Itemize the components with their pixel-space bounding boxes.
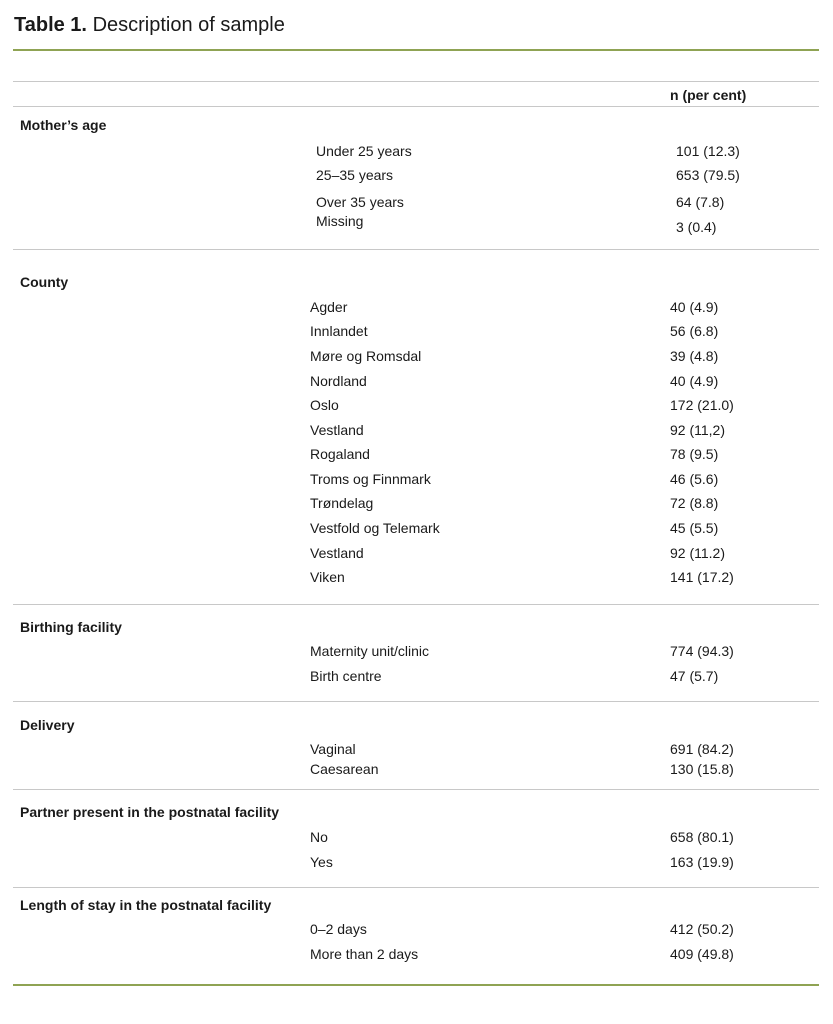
row-label: Møre og Romsdal	[310, 348, 422, 364]
row-label: Vestfold og Telemark	[310, 520, 440, 536]
section-title: Delivery	[20, 717, 75, 733]
row-label: Troms og Finnmark	[310, 471, 431, 487]
section-title: Length of stay in the postnatal facility	[20, 897, 272, 913]
row-value: 92 (11.2)	[670, 545, 725, 561]
section-title: Partner present in the postnatal facility	[20, 804, 280, 820]
section-title: Mother’s age	[20, 117, 107, 133]
row-label: Maternity unit/clinic	[310, 643, 430, 659]
row-value: 101 (12.3)	[676, 143, 740, 159]
row-value: 3 (0.4)	[676, 219, 717, 235]
section-divider	[13, 789, 819, 790]
table-number: Table 1.	[14, 14, 87, 36]
row-label: Innlandet	[310, 323, 368, 339]
row-value: 130 (15.8)	[670, 761, 734, 777]
row-value: 39 (4.8)	[670, 348, 719, 364]
row-value: 64 (7.8)	[676, 194, 725, 210]
bottom-rule	[13, 984, 819, 986]
row-value: 653 (79.5)	[676, 167, 740, 183]
row-label: Vestland	[310, 422, 364, 438]
row-value: 409 (49.8)	[670, 946, 734, 962]
section-divider	[13, 887, 819, 888]
row-value: 172 (21.0)	[670, 397, 734, 413]
row-value: 40 (4.9)	[670, 373, 719, 389]
row-label: Vestland	[310, 545, 364, 561]
section-divider	[13, 701, 819, 702]
row-label: 25–35 years	[316, 167, 394, 183]
row-value: 78 (9.5)	[670, 446, 719, 462]
row-label: Rogaland	[310, 446, 370, 462]
row-value: 163 (19.9)	[670, 854, 734, 870]
section-divider	[13, 249, 819, 250]
row-label: Under 25 years	[316, 143, 412, 159]
row-label: 0–2 days	[310, 921, 367, 937]
row-label: Trøndelag	[310, 495, 374, 511]
section-divider	[13, 604, 819, 605]
row-label: Oslo	[310, 397, 339, 413]
section-title: Birthing facility	[20, 619, 122, 635]
section-title: County	[20, 274, 69, 290]
row-value: 658 (80.1)	[670, 829, 734, 845]
row-label: Viken	[310, 569, 345, 585]
table-title	[14, 14, 285, 37]
header-top-rule	[13, 81, 819, 82]
row-label: Missing	[316, 213, 364, 229]
row-value: 40 (4.9)	[670, 299, 719, 315]
row-label: More than 2 days	[310, 946, 419, 962]
row-label: Yes	[310, 854, 333, 870]
row-value: 72 (8.8)	[670, 495, 719, 511]
row-label: Over 35 years	[316, 194, 404, 210]
row-value: 141 (17.2)	[670, 569, 734, 585]
row-label: Birth centre	[310, 668, 382, 684]
row-label: Caesarean	[310, 761, 379, 777]
row-value: 92 (11,2)	[670, 422, 725, 438]
row-value: 45 (5.5)	[670, 520, 719, 536]
column-header: n (per cent)	[670, 87, 747, 103]
row-label: Vaginal	[310, 741, 356, 757]
row-value: 412 (50.2)	[670, 921, 734, 937]
row-value: 46 (5.6)	[670, 471, 719, 487]
row-value: 691 (84.2)	[670, 741, 734, 757]
row-label: No	[310, 829, 328, 845]
row-label: Agder	[310, 299, 348, 315]
row-value: 47 (5.7)	[670, 668, 719, 684]
top-rule	[13, 49, 819, 51]
header-bottom-rule	[13, 106, 819, 107]
row-label: Nordland	[310, 373, 367, 389]
table-caption: Description of sample	[92, 14, 285, 36]
row-value: 774 (94.3)	[670, 643, 734, 659]
row-value: 56 (6.8)	[670, 323, 719, 339]
